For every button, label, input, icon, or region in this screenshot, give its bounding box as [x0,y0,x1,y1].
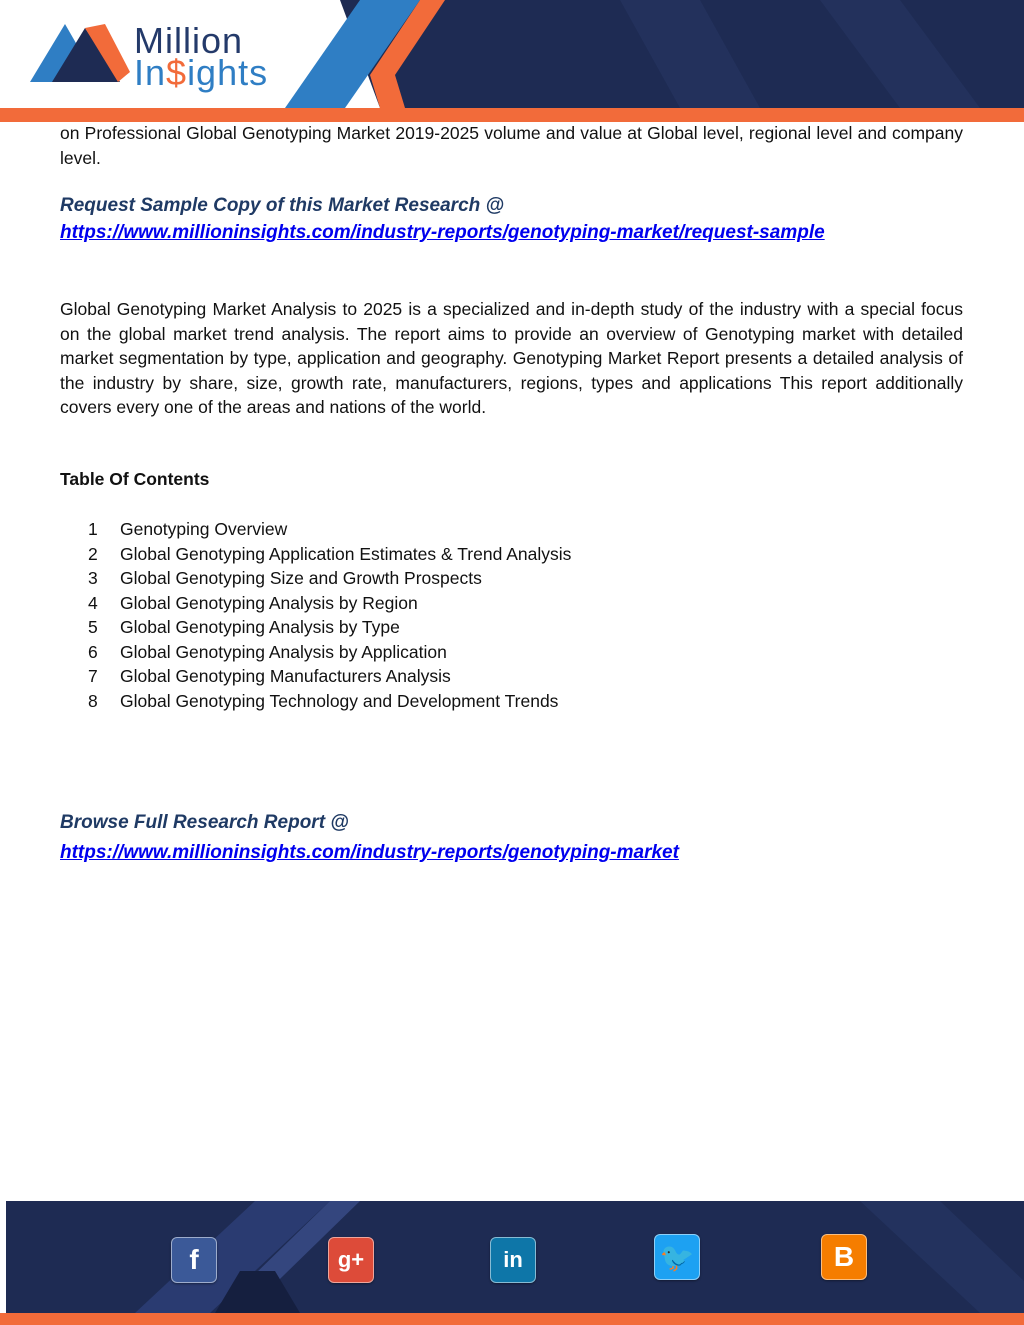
toc-item-label: Global Genotyping Analysis by Application [120,641,447,662]
toc-item [88,517,571,542]
logo-wordmark-line1: Million [134,20,244,61]
blogger-icon[interactable]: B [821,1234,867,1280]
toc-item-label: Global Genotyping Size and Growth Prospects [120,568,482,588]
browse-report-heading: Browse Full Research Report @ [60,812,349,833]
toc-item-number: 7 [88,666,98,686]
toc-item-label: Global Genotyping Technology and Development Trends [120,690,559,711]
toc-item-number: 3 [88,568,98,588]
request-sample-heading: Request Sample Copy of this Market Research @ [60,195,505,216]
toc-list [88,517,571,713]
toc-item [88,664,571,689]
summary-paragraph: Global Genotyping Market Analysis to 2025 is a specialized and in-depth study of the industry with a special focus on the global market trend analysis. The report aims to provide an overview of Genotyping market with detailed market segmentation by type, application and geography. Genotyping Market Report presents a detailed analysis of the industry by share, size, growth rate, manufacturers, regions, types and applications This report additionally covers every one of the areas and nations of the world. [60,299,963,417]
toc-item-label: Global Genotyping Analysis by Region [120,592,418,613]
toc-item-label: Genotyping Overview [120,519,288,539]
linkedin-icon[interactable]: in [490,1237,536,1283]
toc-item [88,542,571,567]
toc-item [88,591,571,616]
toc-item-label: Global Genotyping Analysis by Type [120,617,400,637]
request-sample-link[interactable]: https://www.millioninsights.com/industry-reports/genotyping-market/request-sample [60,222,825,243]
toc-item-number: 2 [88,543,98,564]
toc-item-number: 6 [88,641,98,662]
toc-item-label: Global Genotyping Application Estimates & Trend Analysis [120,543,572,564]
toc-item-number: 1 [88,519,98,539]
footer-banner [0,1201,1024,1325]
intro-paragraph: on Professional Global Genotyping Market 2019-2025 volume and value at Global level, regional level and company level. [60,123,963,168]
toc-item [88,566,571,591]
toc-item-number: 8 [88,690,98,711]
header-banner [0,0,1024,122]
toc-item-number: 5 [88,617,98,637]
toc-item [88,615,571,640]
toc-item [88,640,571,665]
google-plus-icon[interactable]: g+ [328,1237,374,1283]
toc-item [88,689,571,714]
facebook-icon[interactable]: f [171,1237,217,1283]
twitter-icon[interactable]: 🐦 [654,1234,700,1280]
toc-heading: Table Of Contents [60,469,210,489]
browse-report-link[interactable]: https://www.millioninsights.com/industry-reports/genotyping-market [60,842,679,863]
toc-item-number: 4 [88,592,98,613]
logo-wordmark-line2: In$ights [134,52,269,93]
toc-item-label: Global Genotyping Manufacturers Analysis [120,666,451,686]
